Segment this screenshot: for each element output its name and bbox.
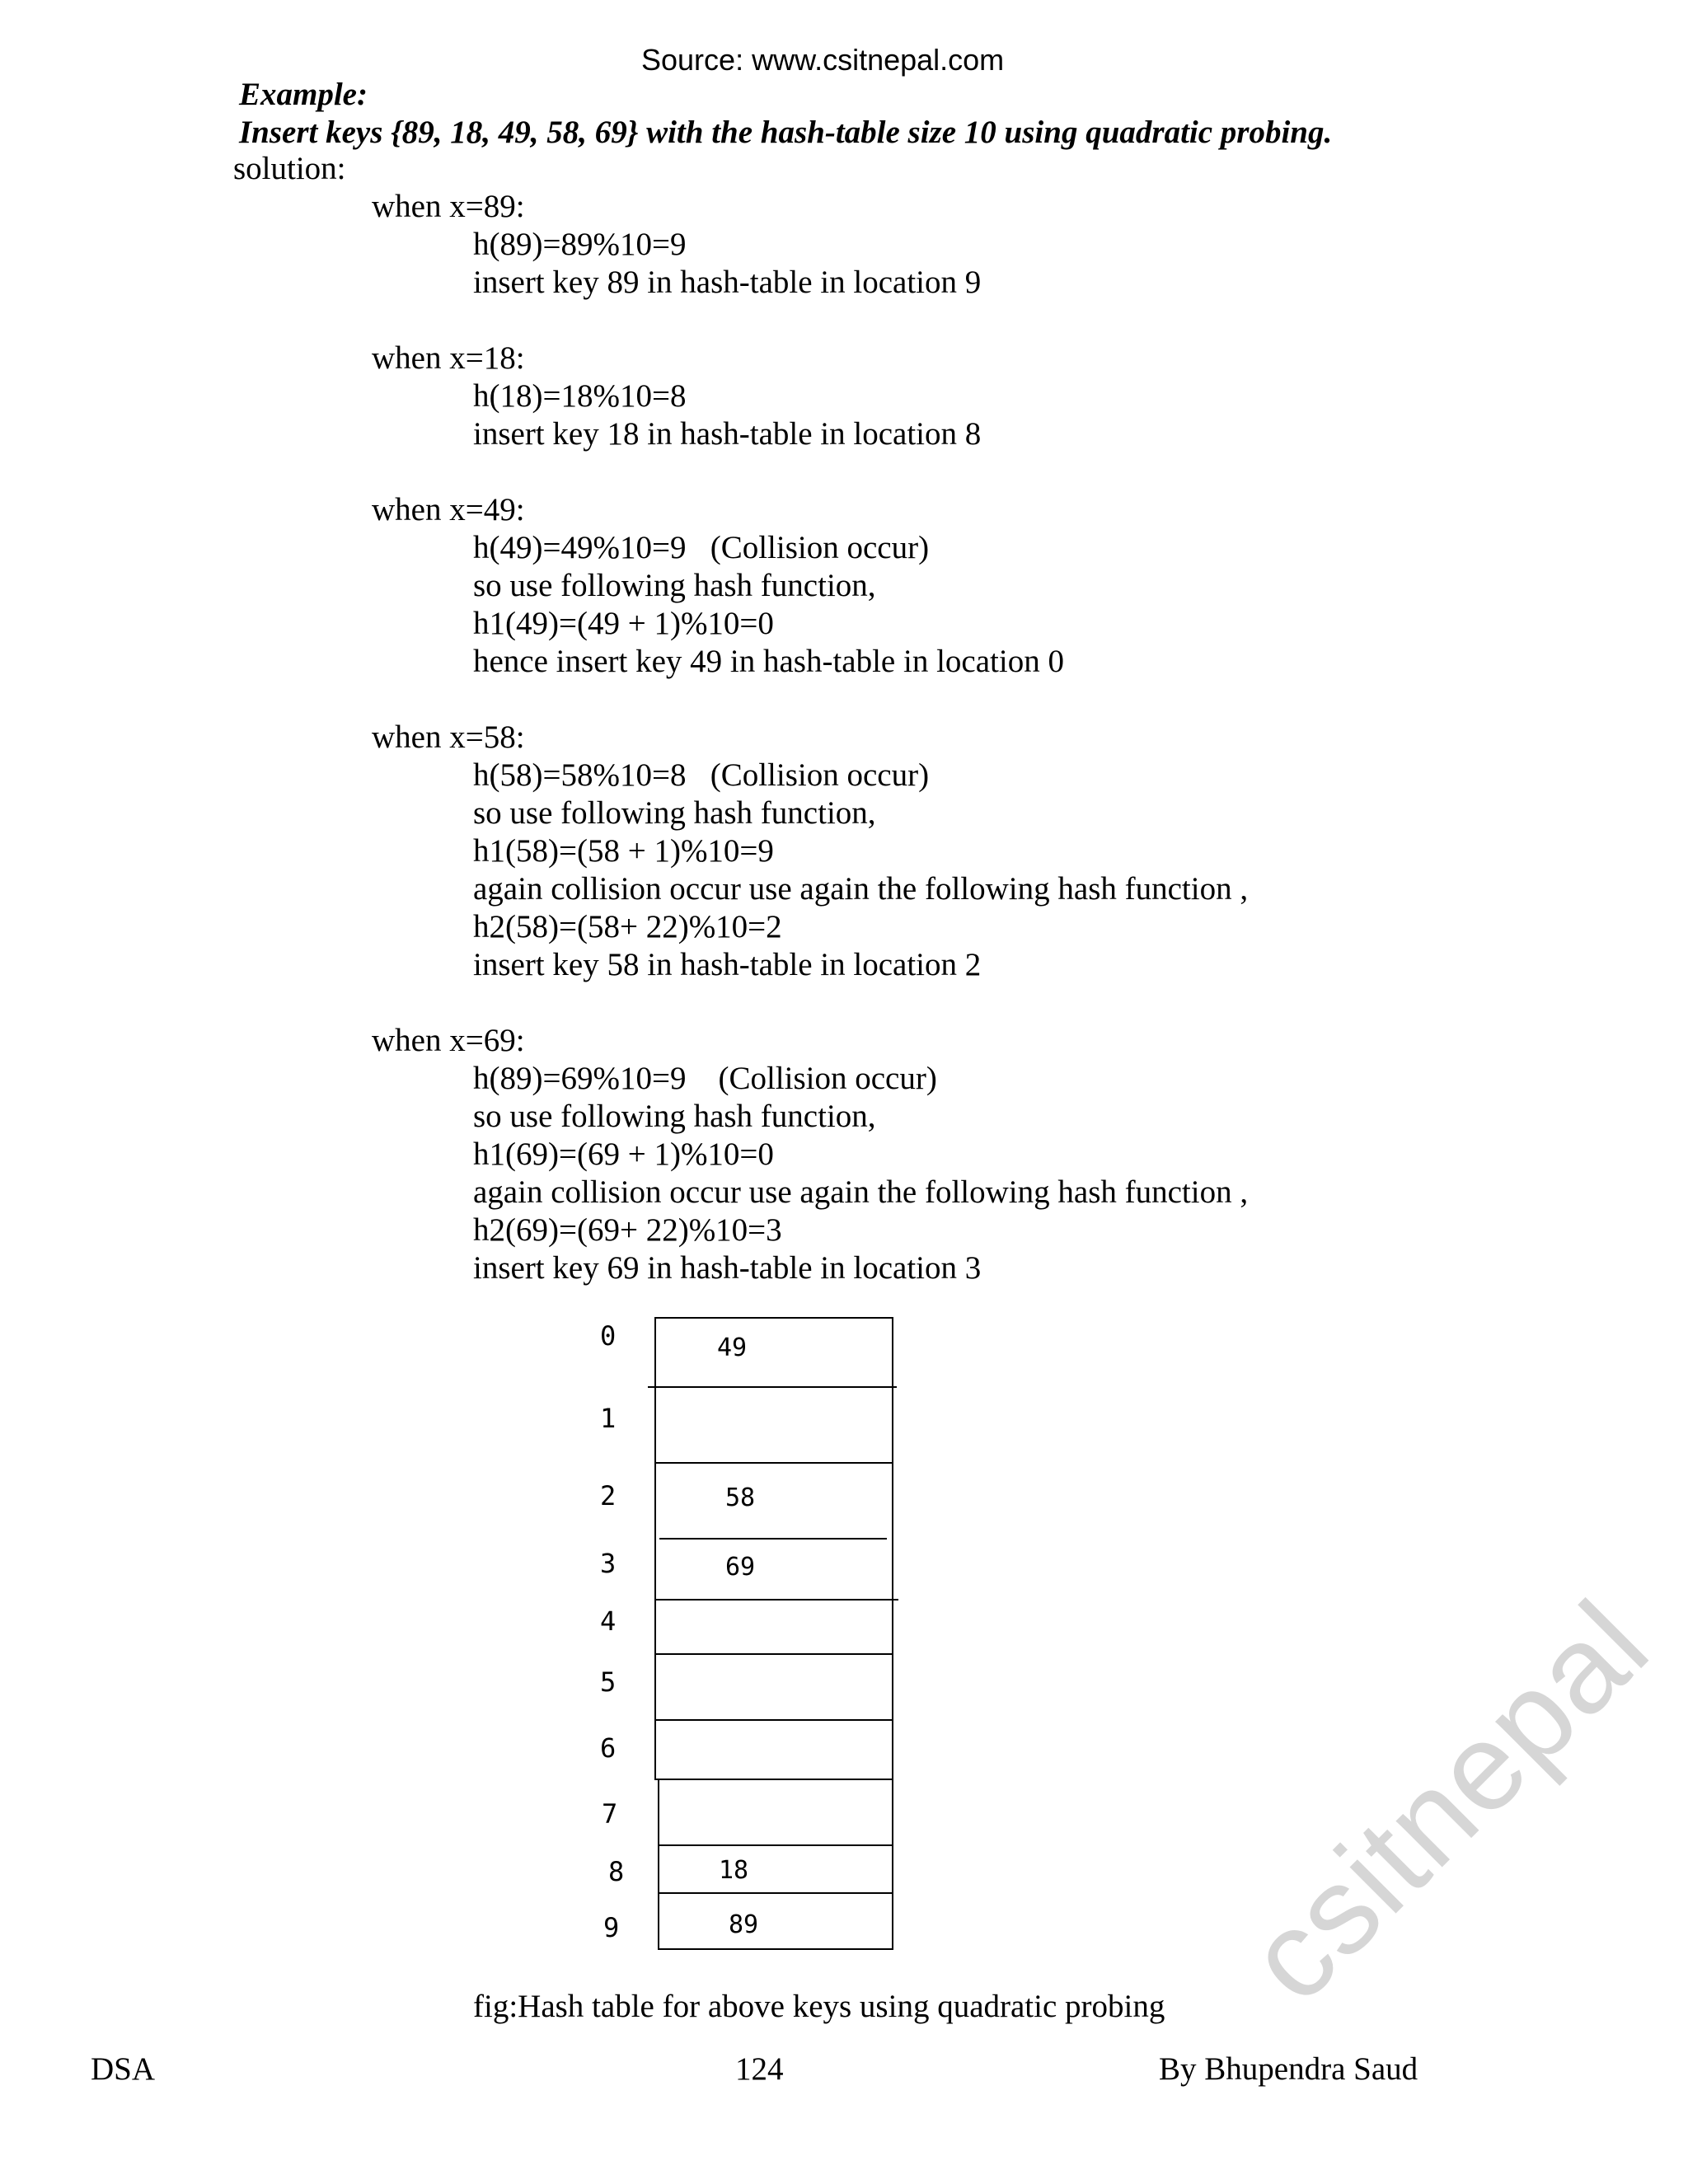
case-line: h2(69)=(69+ 22)%10=3 (473, 1212, 782, 1248)
case-line: hence insert key 49 in hash-table in location 0 (473, 644, 1064, 679)
watermark: csitnepal (1221, 1574, 1675, 2028)
case-heading: when x=18: (372, 340, 525, 376)
case-heading: when x=89: (372, 189, 525, 224)
table-cell-value: 69 (725, 1553, 756, 1582)
index-label: 3 (600, 1548, 617, 1579)
case-line: h2(58)=(58+ 22)%10=2 (473, 909, 782, 944)
figure-caption: fig:Hash table for above keys using quadratic probing (473, 1989, 1165, 2024)
example-label: Example: (239, 77, 368, 112)
table-cell-value: 58 (725, 1483, 756, 1512)
case-line: insert key 89 in hash-table in location 9 (473, 265, 982, 300)
index-label: 2 (600, 1480, 617, 1511)
case-line: again collision occur use again the following hash function , (473, 871, 1249, 907)
problem-statement: Insert keys {89, 18, 49, 58, 69} with the hash-table size 10 using quadratic probing. (239, 115, 1333, 150)
case-line: so use following hash function, (473, 568, 876, 603)
case-line: h(49)=49%10=9 (Collision occur) (473, 530, 930, 565)
index-label: 5 (600, 1666, 617, 1698)
table-cell-value: 89 (729, 1910, 759, 1939)
case-heading: when x=49: (372, 492, 525, 527)
index-label: 1 (600, 1403, 617, 1434)
case-line: h(18)=18%10=8 (473, 378, 687, 414)
page-number: 124 (735, 2051, 784, 2087)
table-cell-value: 18 (719, 1856, 749, 1885)
source-header: Source: www.csitnepal.com (641, 43, 1005, 77)
hash-table-figure (593, 1312, 907, 1955)
case-line: so use following hash function, (473, 1099, 876, 1134)
case-line: h1(49)=(49 + 1)%10=0 (473, 606, 774, 641)
case-line: h1(69)=(69 + 1)%10=0 (473, 1137, 774, 1172)
case-line: h1(58)=(58 + 1)%10=9 (473, 833, 774, 869)
table-cell-value: 49 (717, 1333, 748, 1362)
index-label: 4 (600, 1605, 617, 1637)
footer-author: By Bhupendra Saud (1159, 2051, 1418, 2087)
index-label: 7 (602, 1798, 618, 1830)
case-heading: when x=58: (372, 719, 525, 755)
index-label: 9 (603, 1912, 620, 1943)
case-line: again collision occur use again the following hash function , (473, 1174, 1249, 1210)
case-line: insert key 69 in hash-table in location 3 (473, 1250, 982, 1286)
index-label: 6 (600, 1732, 617, 1764)
case-line: h(58)=58%10=8 (Collision occur) (473, 757, 930, 793)
index-label: 8 (608, 1856, 625, 1887)
footer-left: DSA (91, 2051, 156, 2087)
index-label: 0 (600, 1320, 617, 1352)
case-line: insert key 18 in hash-table in location 8 (473, 416, 982, 452)
case-line: so use following hash function, (473, 795, 876, 831)
case-line: h(89)=89%10=9 (473, 227, 687, 262)
solution-label: solution: (233, 151, 346, 186)
case-line: insert key 58 in hash-table in location 2 (473, 947, 982, 982)
case-heading: when x=69: (372, 1023, 525, 1058)
case-line: h(89)=69%10=9 (Collision occur) (473, 1061, 937, 1096)
